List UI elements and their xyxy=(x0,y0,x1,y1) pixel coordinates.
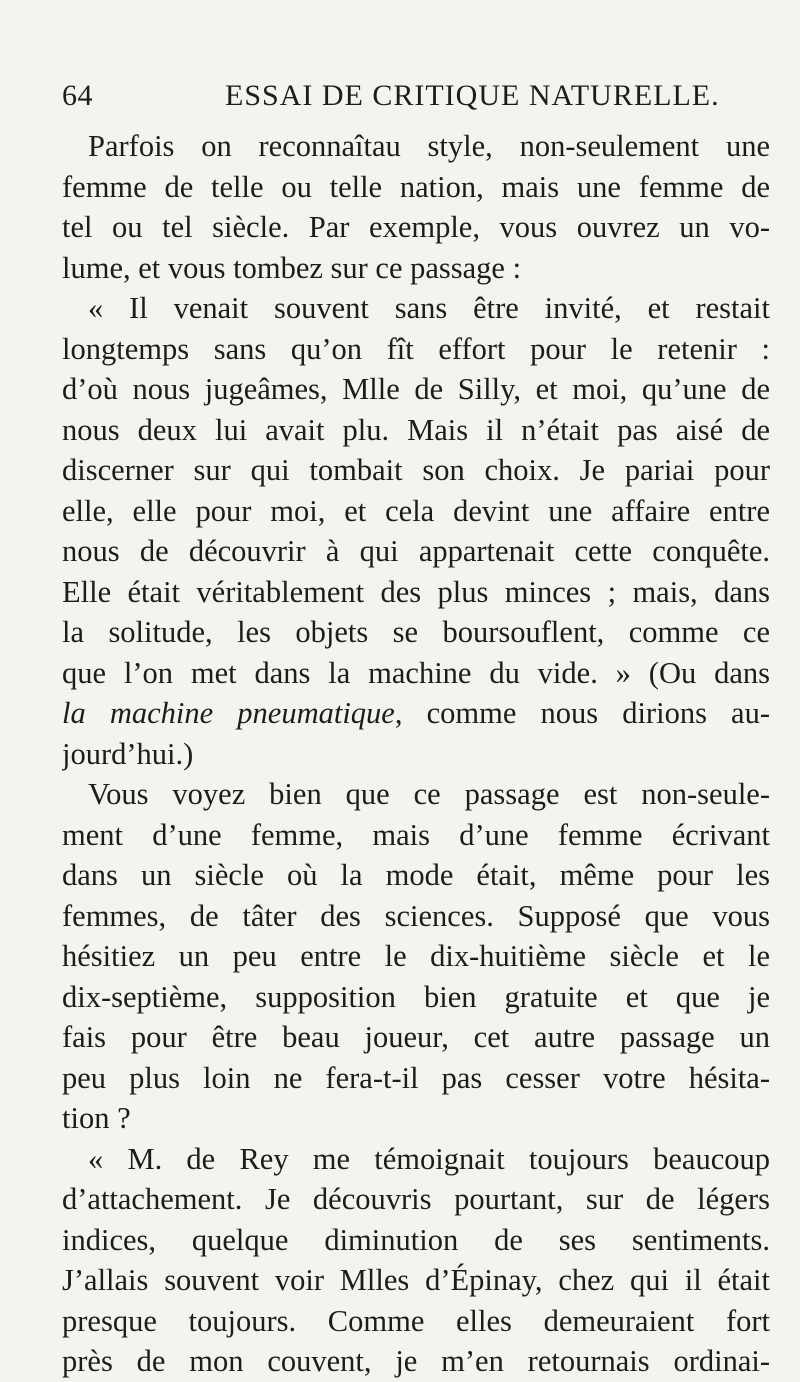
text-line: indices, quelque diminution de ses sentiments. xyxy=(62,1222,770,1257)
text-line xyxy=(62,693,770,734)
text-line: « Il venait souvent sans être invité, et restait xyxy=(88,291,770,325)
text-line: la solitude, les objets se boursouflent, comme ce xyxy=(62,615,770,649)
line-remainder: , comme nous dirions au- xyxy=(394,696,770,730)
running-title: ESSAI DE CRITIQUE NATURELLE. xyxy=(225,79,720,112)
text-line: d’où nous jugeâmes, Mlle de Silly, et moi, qu’une de xyxy=(62,372,770,406)
text-line: elle, elle pour moi, et cela devint une affaire entre xyxy=(62,493,770,528)
text-line: jourd’hui.) xyxy=(62,736,194,771)
text-line: longtemps sans qu’on fît effort pour le retenir : xyxy=(62,331,770,366)
text-line: dans un siècle où la mode était, même pour les xyxy=(62,858,770,892)
text-line: fais pour être beau joueur, cet autre passage un xyxy=(62,1020,770,1054)
text-line: tion ? xyxy=(62,1101,131,1135)
body-text xyxy=(62,126,770,1382)
text-line: J’allais souvent voir Mlles d’Épinay, chez qui il était xyxy=(62,1263,770,1297)
italic-phrase: la machine pneumatique xyxy=(62,696,395,730)
text-line: « M. de Rey me témoignait toujours beaucoup xyxy=(88,1141,770,1176)
text-line: que l’on met dans la machine du vide. » (Ou dans xyxy=(62,655,770,690)
text-line: ment d’une femme, mais d’une femme écrivant xyxy=(62,817,770,852)
page-number: 64 xyxy=(62,79,93,112)
text-line: lume, et vous tombez sur ce passage : xyxy=(62,250,522,285)
text-line: dix-septième, supposition bien gratuite et que je xyxy=(62,979,770,1014)
text-line: près de mon couvent, je m’en retournais ordinai- xyxy=(62,1344,770,1378)
text-line: Vous voyez bien que ce passage est non-seule- xyxy=(88,777,770,811)
text-line: nous deux lui avait plu. Mais il n’était pas aisé de xyxy=(62,412,770,447)
text-line: presque toujours. Comme elles demeuraient fort xyxy=(62,1303,770,1338)
text-line: femmes, de tâter des sciences. Supposé que vous xyxy=(62,898,770,933)
running-head xyxy=(62,78,770,114)
text-line: Elle était véritablement des plus minces ; mais, dans xyxy=(62,574,770,609)
text-line: d’attachement. Je découvris pourtant, sur de légers xyxy=(62,1182,770,1216)
text-line: tel ou tel siècle. Par exemple, vous ouvrez un vo- xyxy=(62,210,770,244)
text-line: Parfois on reconnaîtau style, non-seulement une xyxy=(88,129,770,163)
text-line: hésitiez un peu entre le dix-huitième siècle et le xyxy=(62,939,770,973)
text-line: discerner sur qui tombait son choix. Je pariai pour xyxy=(62,453,770,487)
text-line: peu plus loin ne fera-t-il pas cesser votre hésita- xyxy=(62,1060,770,1095)
text-line: femme de telle ou telle nation, mais une femme de xyxy=(62,169,770,204)
text-line: nous de découvrir à qui appartenait cette conquête. xyxy=(62,534,770,568)
